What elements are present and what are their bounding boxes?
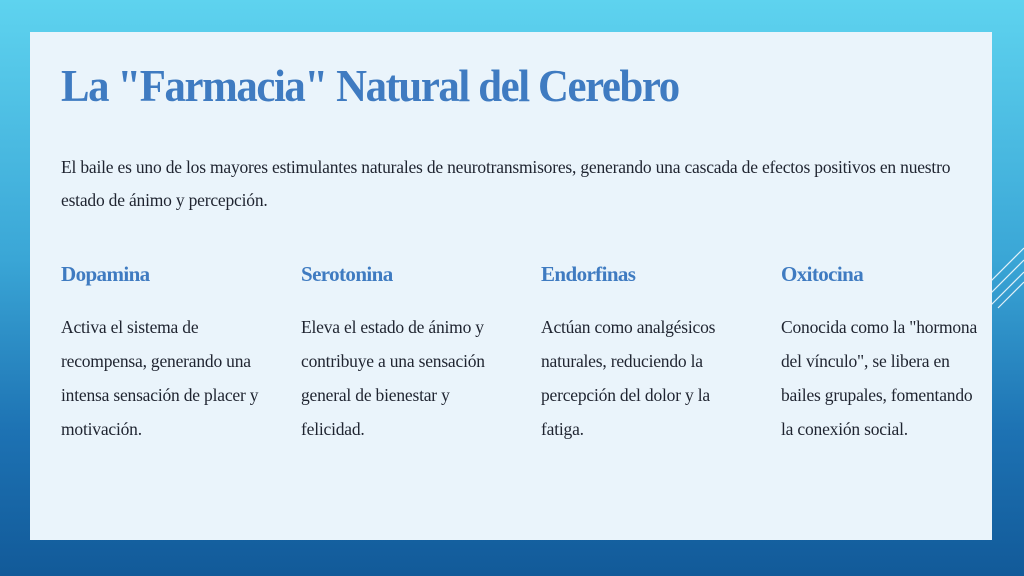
card-heading: Serotonina [301, 262, 393, 286]
card-heading: Oxitocina [781, 262, 864, 286]
card-text: Actúan como analgésicos naturales, reduciendo la percepción del dolor y la fatiga. [541, 317, 716, 439]
card-text: Eleva el estado de ánimo y contribuye a una sensación general de bienestar y felicidad. [301, 317, 485, 439]
card-text: Activa el sistema de recompensa, generando una intensa sensación de placer y motivación. [61, 317, 259, 439]
card-endorfinas [541, 260, 741, 446]
card-text: Conocida como la "hormona del vínculo", se libera en bailes grupales, fomentando la conexión social. [781, 317, 978, 439]
intro-paragraph: El baile es uno de los mayores estimulantes naturales de neurotransmisores, generando una cascada de efectos positivos en nuestro estado de ánimo y percepción. [61, 157, 951, 210]
slide-panel [30, 32, 992, 540]
card-heading: Dopamina [61, 262, 150, 286]
card-serotonina [301, 260, 501, 446]
card-oxitocina [781, 260, 981, 446]
card-heading: Endorfinas [541, 262, 636, 286]
slide-title: La "Farmacia" Natural del Cerebro [61, 60, 679, 111]
card-dopamina [61, 260, 261, 446]
